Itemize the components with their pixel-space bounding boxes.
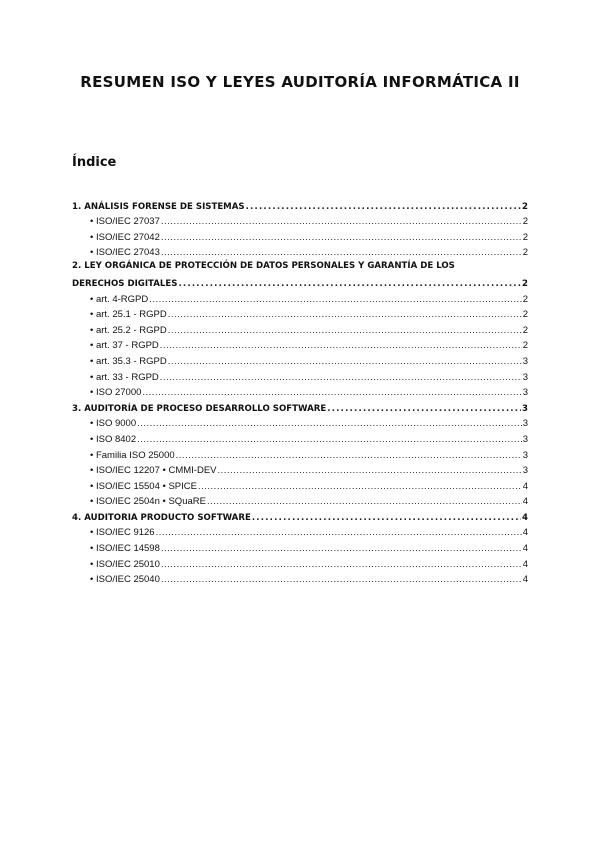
dot-leader: [207, 496, 522, 508]
toc-entry-label: 3. AUDITORÍA DE PROCESO DESARROLLO SOFTWARE: [72, 403, 327, 414]
dot-leader: [178, 278, 521, 290]
toc-page-number: 2: [522, 324, 528, 336]
toc-page-number: 4: [522, 558, 528, 570]
toc-subentry[interactable]: [72, 352, 528, 368]
toc-subentry[interactable]: [72, 384, 528, 400]
toc-entry-label: • ISO/IEC 27043: [90, 247, 160, 259]
toc-page-number: 3: [522, 403, 528, 414]
toc-subentry[interactable]: [72, 244, 528, 260]
toc-entry-label: • art. 35.3 - RGPD: [90, 355, 167, 367]
dot-leader: [137, 434, 522, 446]
toc-page-number: 4: [522, 480, 528, 492]
toc-page-number: 3: [522, 387, 528, 399]
toc-subentry[interactable]: [72, 539, 528, 555]
toc-subentry[interactable]: [72, 493, 528, 509]
toc-subentry[interactable]: [72, 446, 528, 462]
toc-subentry[interactable]: [72, 571, 528, 587]
dot-leader: [142, 387, 521, 399]
toc-page-number: 4: [522, 543, 528, 555]
toc-page-number: 3: [522, 465, 528, 477]
toc-section-entry[interactable]: [72, 508, 528, 524]
toc-page-number: 3: [522, 449, 528, 461]
toc-entry-label: • art. 37 - RGPD: [90, 340, 159, 352]
toc-entry-label: 2. LEY ORGÁNICA DE PROTECCIÓN DE DATOS PERSONALES Y GARANTÍA DE LOS: [72, 261, 455, 272]
toc-entry-label: • ISO/IEC 15504 • SPICE: [90, 480, 197, 492]
toc-page-number: 4: [522, 512, 528, 523]
dot-leader: [161, 232, 522, 244]
toc-entry-label: • ISO 9000: [90, 418, 137, 430]
dot-leader: [161, 559, 522, 571]
toc-page-number: 2: [522, 278, 528, 289]
table-of-contents: [72, 197, 528, 586]
dot-leader: [161, 216, 522, 228]
toc-subentry[interactable]: [72, 524, 528, 540]
toc-page-number: 2: [522, 309, 528, 321]
toc-page-number: 2: [522, 201, 528, 212]
toc-page-number: 3: [522, 418, 528, 430]
toc-subentry[interactable]: [72, 462, 528, 478]
dot-leader: [168, 325, 522, 337]
toc-page-number: 4: [522, 574, 528, 586]
dot-leader: [137, 418, 522, 430]
toc-subentry[interactable]: [72, 477, 528, 493]
toc-subentry[interactable]: [72, 213, 528, 229]
document-title: RESUMEN ISO Y LEYES AUDITORÍA INFORMÁTICA II: [80, 73, 520, 91]
toc-subentry[interactable]: [72, 337, 528, 353]
dot-leader: [168, 356, 522, 368]
toc-subentry[interactable]: [72, 290, 528, 306]
dot-leader: [252, 512, 521, 524]
toc-page-number: 2: [522, 216, 528, 228]
toc-page-number: 2: [522, 293, 528, 305]
toc-entry-label: • ISO/IEC 9126: [90, 527, 155, 539]
dot-leader: [160, 372, 522, 384]
toc-section-entry[interactable]: [72, 259, 528, 290]
toc-subentry[interactable]: [72, 430, 528, 446]
toc-entry-label: • ISO/IEC 27037: [90, 216, 160, 228]
toc-page-number: 4: [522, 527, 528, 539]
toc-entry-label-continued: DERECHOS DIGITALES: [72, 278, 178, 289]
toc-subentry[interactable]: [72, 306, 528, 322]
dot-leader: [160, 340, 522, 352]
toc-entry-label: • ISO 8402: [90, 433, 137, 445]
dot-leader: [161, 543, 522, 555]
toc-page-number: 3: [522, 433, 528, 445]
dot-leader: [176, 450, 522, 462]
toc-page-number: 2: [522, 340, 528, 352]
toc-subentry[interactable]: [72, 415, 528, 431]
toc-subentry[interactable]: [72, 555, 528, 571]
toc-entry-label: • ISO/IEC 25040: [90, 574, 160, 586]
dot-leader: [198, 481, 522, 493]
toc-entry-label: • ISO/IEC 2504n • SQuaRE: [90, 496, 206, 508]
toc-entry-label: 4. AUDITORIA PRODUCTO SOFTWARE: [72, 512, 251, 523]
toc-heading: Índice: [72, 155, 117, 170]
toc-page-number: 2: [522, 247, 528, 259]
toc-section-entry[interactable]: [72, 399, 528, 415]
toc-entry-label: • ISO/IEC 14598: [90, 543, 160, 555]
toc-subentry[interactable]: [72, 368, 528, 384]
toc-entry-label: • art. 25.1 - RGPD: [90, 309, 167, 321]
dot-leader: [168, 309, 522, 321]
toc-subentry[interactable]: [72, 228, 528, 244]
dot-leader: [246, 201, 521, 213]
dot-leader: [161, 247, 522, 259]
toc-entry-label: • Familia ISO 25000: [90, 449, 175, 461]
toc-page-number: 3: [522, 371, 528, 383]
dot-leader: [161, 574, 522, 586]
toc-page-number: 3: [522, 355, 528, 367]
toc-entry-label: • ISO/IEC 12207 • CMMI-DEV: [90, 465, 217, 477]
toc-entry-label: • art. 4-RGPD: [90, 293, 149, 305]
dot-leader: [218, 465, 522, 477]
toc-entry-label: • art. 25.2 - RGPD: [90, 324, 167, 336]
toc-subentry[interactable]: [72, 321, 528, 337]
dot-leader: [156, 527, 522, 539]
toc-page-number: 2: [522, 231, 528, 243]
toc-entry-label: • ISO/IEC 27042: [90, 231, 160, 243]
toc-entry-label: • ISO/IEC 25010: [90, 558, 160, 570]
dot-leader: [327, 403, 521, 415]
toc-section-entry[interactable]: [72, 197, 528, 213]
toc-entry-label: 1. ANÁLISIS FORENSE DE SISTEMAS: [72, 201, 245, 212]
toc-page-number: 4: [522, 496, 528, 508]
toc-entry-label: • art. 33 - RGPD: [90, 371, 159, 383]
toc-entry-label: • ISO 27000: [90, 387, 142, 399]
dot-leader: [149, 294, 521, 306]
